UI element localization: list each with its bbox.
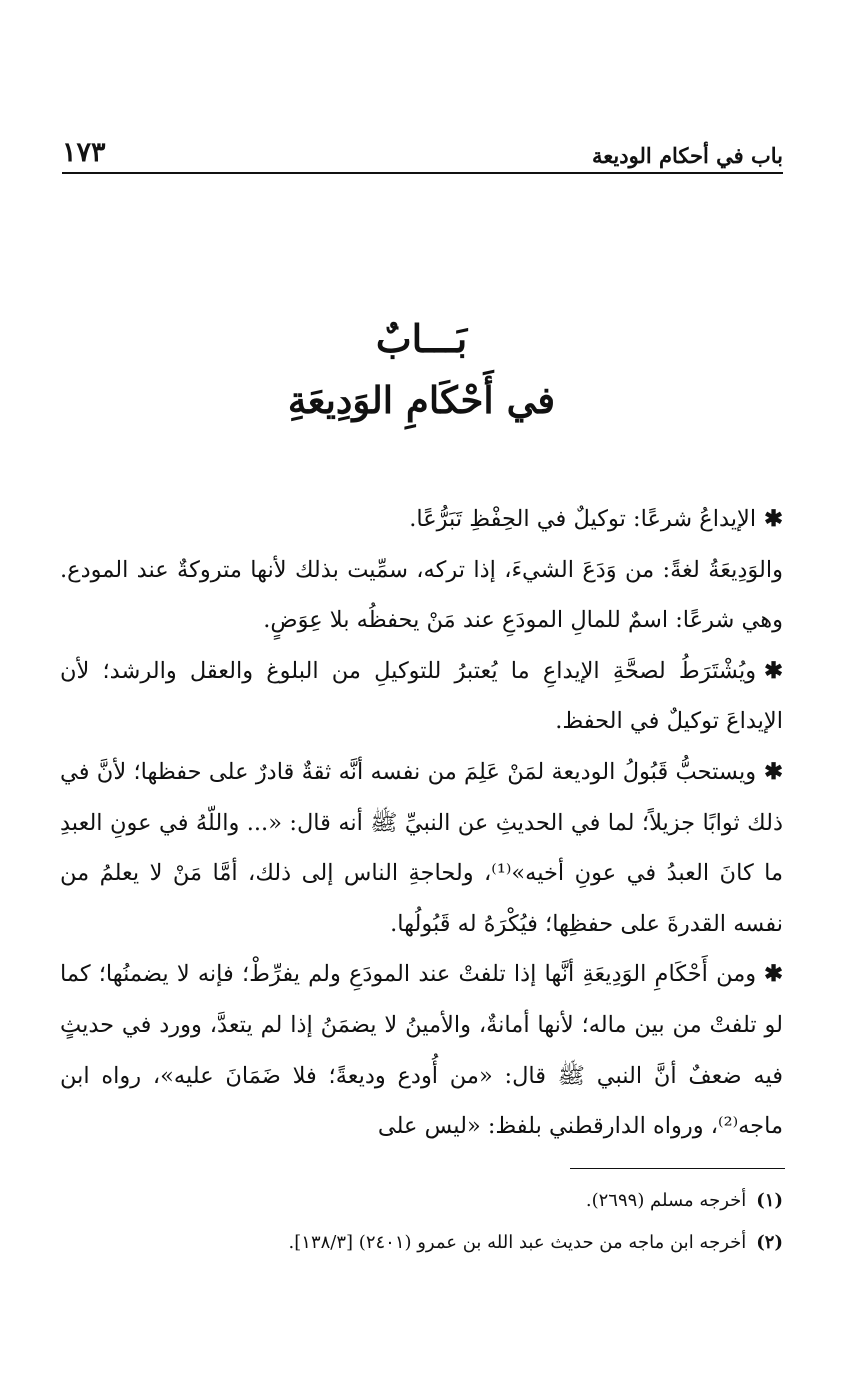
chapter-label: بَـــابٌ (375, 316, 468, 361)
paragraph-text: ومن أَحْكَامِ الوَدِيعَةِ أنَّها إذا تلفتْ عند المودَعِ ولم يفرِّطْ؛ فإنه لا يضمنُها؛ كما لو تلفتْ من بين ماله؛ لأنها أمانةٌ، والأمينُ لا يضمَنُ إذا لم يتعدَّ، وورد في حديثٍ فيه ضعفٌ أنَّ النبي ﷺ قال: «من أُودع وديعةً؛ فلا ضَمَانَ عليه»، رواه ابن ماجه⁽²⁾، ورواه الدارقطني بلفظ: «ليس على (60, 961, 783, 1140)
paragraph (60, 646, 783, 747)
paragraph-text: الإيداعُ شرعًا: توكيلٌ في الحِفْظِ تَبَرُّعًا. (409, 506, 757, 532)
paragraph (60, 545, 783, 646)
bullet-star-icon: ✱ (764, 758, 783, 785)
page-header (62, 128, 783, 174)
paragraph (60, 494, 783, 545)
footnotes (60, 1180, 783, 1264)
footnote-separator (570, 1168, 785, 1169)
footnote (60, 1180, 783, 1222)
paragraph (60, 747, 783, 949)
footnote (60, 1222, 783, 1264)
paragraph-text: ويستحبُّ قَبُولُ الوديعة لمَنْ عَلِمَ من نفسه أنَّه ثقةٌ قادرٌ على حفظها؛ لأنَّ في ذلك ثوابًا جزيلاً؛ لما في الحديثِ عن النبيِّ ﷺ أنه قال: «... واللّهُ في عونِ العبدِ ما كانَ العبدُ في عونِ أخيه»⁽¹⁾، ولحاجةِ الناس إلى ذلك، أمَّا مَنْ لا يعلمُ من نفسه القدرةَ على حفظِها؛ فيُكْرَهُ له قَبُولُها. (60, 758, 783, 937)
footnote-text: أخرجه ابن ماجه من حديث عبد الله بن عمرو (٢٤٠١) [١٣٨/٣]. (288, 1232, 747, 1253)
paragraph (60, 949, 783, 1151)
footnote-number: (١) (756, 1190, 783, 1211)
bullet-star-icon: ✱ (764, 657, 783, 684)
footnote-text: أخرجه مسلم (٢٦٩٩). (585, 1190, 747, 1211)
bullet-star-icon: ✱ (764, 506, 783, 532)
bullet-star-icon: ✱ (764, 961, 783, 988)
paragraph-text: ويُشْتَرَطُ لصحَّةِ الإيداعِ ما يُعتبرُ للتوكيلِ من البلوغ والعقل والرشد؛ لأن الإيداعَ توكيلٌ في الحفظ. (60, 657, 783, 735)
footnote-number: (٢) (756, 1232, 783, 1253)
running-title: باب في أحكام الوديعة (592, 143, 783, 168)
chapter-title: في أَحْكَامِ الوَدِيعَةِ (287, 378, 556, 422)
paragraph-text: والوَدِيعَةُ لغةً: من وَدَعَ الشيءَ، إذا تركه، سمِّيت بذلك لأنها متروكةٌ عند المودع. وهي شرعًا: اسمٌ للمالِ المودَعِ عند مَنْ يحفظُه بلا عِوَضٍ. (60, 556, 783, 634)
body-text (60, 494, 783, 1152)
chapter-heading (0, 312, 843, 432)
page-number: ١٧٣ (62, 137, 106, 168)
